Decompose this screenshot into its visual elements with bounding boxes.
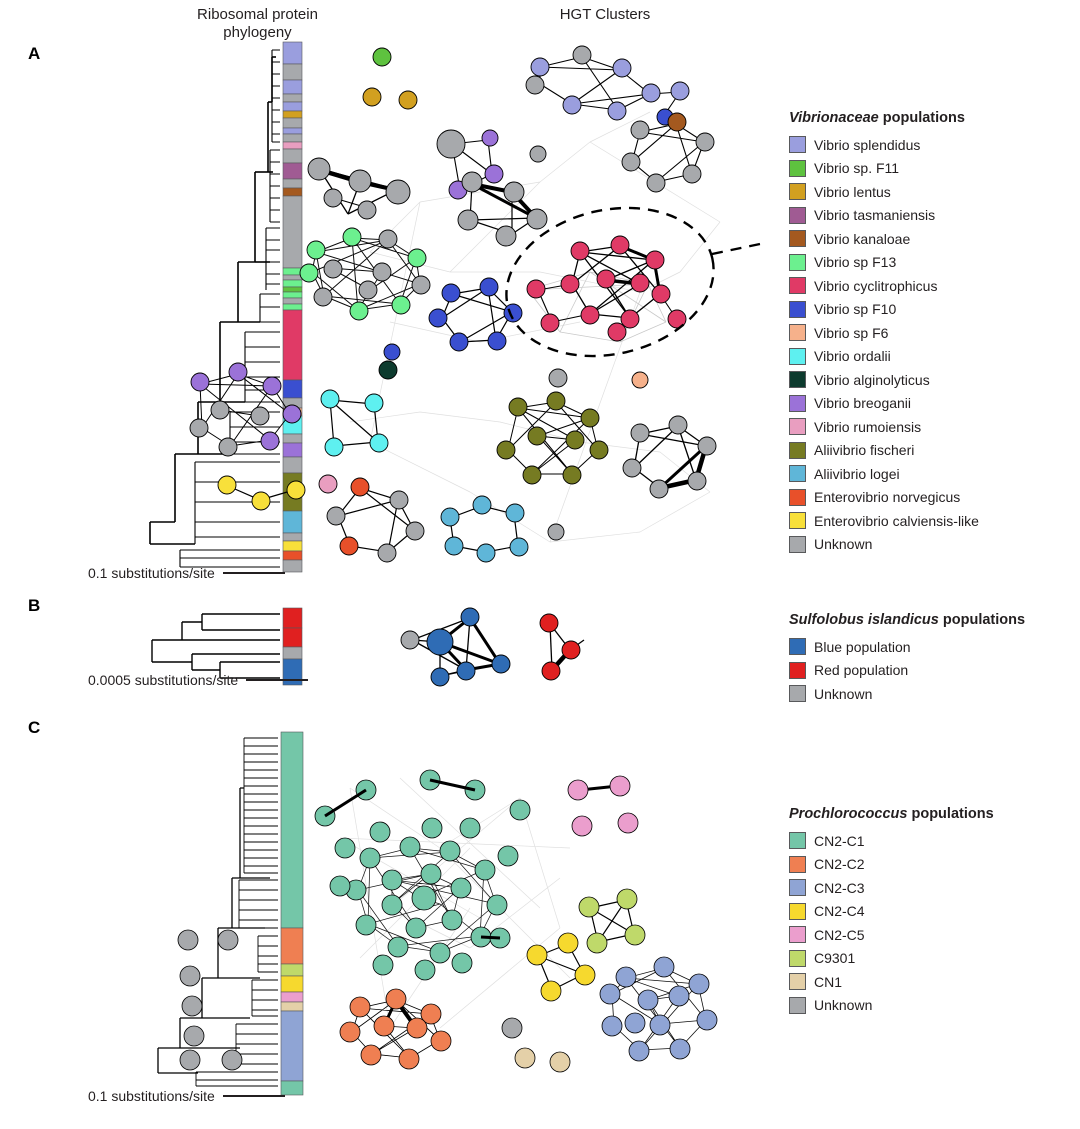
legend-swatch (789, 536, 806, 553)
legend-vibrionaceae-items (789, 133, 979, 556)
legend-item (789, 157, 979, 181)
legend-vibrionaceae-title-rest: populations (878, 110, 965, 126)
legend-swatch (789, 832, 806, 849)
legend-sulfolobus-items (789, 635, 1025, 706)
legend-swatch (789, 489, 806, 506)
legend-vibrionaceae (789, 110, 979, 556)
legend-sulfolobus-title (789, 612, 1025, 628)
legend-item (789, 392, 979, 416)
legend-item-label: Vibrio sp F13 (814, 254, 897, 271)
legend-swatch (789, 465, 806, 482)
legend-item (789, 298, 979, 322)
legend-item (789, 682, 1025, 706)
legend-item-label: Blue population (814, 638, 911, 655)
panel-a-phylogeny-tree (150, 50, 280, 567)
panel-c-scale-label: 0.1 substitutions/site (88, 1088, 215, 1104)
legend-item-label: Vibrio rumoiensis (814, 418, 922, 435)
panel-a-scale-bar (223, 572, 285, 574)
legend-item (789, 274, 979, 298)
legend-swatch (789, 230, 806, 247)
legend-swatch (789, 662, 806, 679)
legend-swatch (789, 442, 806, 459)
panel-b-scale-bar (246, 679, 308, 681)
panel-a-scale-label: 0.1 substitutions/site (88, 565, 215, 581)
legend-sulfolobus (789, 612, 1025, 706)
legend-item (789, 368, 979, 392)
legend-item-label: CN2-C4 (814, 903, 865, 920)
legend-swatch (789, 277, 806, 294)
legend-item-label: Enterovibrio calviensis-like (814, 512, 979, 529)
panel-c-scale-bar (223, 1095, 285, 1097)
legend-swatch (789, 903, 806, 920)
panel-b-phylogeny-tree (152, 614, 280, 678)
legend-item (789, 180, 979, 204)
legend-prochlorococcus-title-genus: Prochlorococcus (789, 806, 908, 822)
legend-prochlorococcus-title (789, 806, 994, 822)
legend-swatch (789, 136, 806, 153)
legend-item (789, 227, 979, 251)
legend-swatch (789, 512, 806, 529)
legend-item-label: CN1 (814, 973, 843, 990)
legend-swatch (789, 371, 806, 388)
legend-swatch (789, 973, 806, 990)
legend-prochlorococcus (789, 806, 994, 1017)
legend-item-label: Vibrio alginolyticus (814, 371, 930, 388)
legend-item-label: Unknown (814, 997, 873, 1014)
panel-a-graphic (120, 22, 780, 582)
legend-item-label: Vibrio sp. F11 (814, 160, 900, 177)
legend-swatch (789, 254, 806, 271)
panel-c-hgt-clusters (178, 770, 717, 1072)
legend-item (789, 251, 979, 275)
panel-b-hgt-clusters (401, 608, 584, 686)
legend-swatch (789, 685, 806, 702)
panel-a-hgt-clusters (190, 46, 760, 562)
legend-item (789, 415, 979, 439)
legend-item (789, 345, 979, 369)
legend-item-label: CN2-C2 (814, 856, 865, 873)
legend-swatch (789, 395, 806, 412)
panel-a-scale (88, 565, 285, 581)
panel-c-scale (88, 1088, 285, 1104)
legend-item (789, 133, 979, 157)
legend-item (789, 876, 994, 900)
legend-swatch (789, 879, 806, 896)
legend-item-label: Vibrio sp F6 (814, 324, 889, 341)
legend-prochlorococcus-items (789, 829, 994, 1017)
legend-item-label: Vibrio cyclitrophicus (814, 277, 938, 294)
legend-item (789, 204, 979, 228)
legend-swatch (789, 160, 806, 177)
legend-item (789, 853, 994, 877)
legend-swatch (789, 207, 806, 224)
legend-swatch (789, 324, 806, 341)
legend-item (789, 509, 979, 533)
legend-swatch (789, 926, 806, 943)
panel-b-scale-label: 0.0005 substitutions/site (88, 672, 239, 688)
panel-c-graphic (140, 728, 780, 1098)
legend-swatch (789, 638, 806, 655)
legend-item (789, 900, 994, 924)
legend-item-label: Vibrio kanaloae (814, 230, 911, 247)
legend-item (789, 947, 994, 971)
legend-item-label: Enterovibrio norvegicus (814, 489, 961, 506)
legend-swatch (789, 301, 806, 318)
legend-swatch (789, 183, 806, 200)
legend-item (789, 439, 979, 463)
legend-item-label: Aliivibrio fischeri (814, 442, 915, 459)
legend-item (789, 486, 979, 510)
legend-item-label: Aliivibrio logei (814, 465, 900, 482)
legend-item-label: Vibrio lentus (814, 183, 891, 200)
legend-item (789, 829, 994, 853)
legend-sulfolobus-title-rest: populations (938, 612, 1026, 628)
legend-item-label: CN2-C5 (814, 926, 865, 943)
legend-swatch (789, 997, 806, 1014)
legend-item (789, 635, 1025, 659)
legend-item (789, 970, 994, 994)
clusters-column-title: HGT Clusters (559, 6, 651, 23)
legend-item (789, 321, 979, 345)
legend-item-label: Vibrio tasmaniensis (814, 207, 936, 224)
legend-item (789, 462, 979, 486)
legend-swatch (789, 856, 806, 873)
legend-item (789, 923, 994, 947)
legend-item (789, 659, 1025, 683)
legend-sulfolobus-title-species: Sulfolobus islandicus (789, 612, 939, 628)
legend-vibrionaceae-title-genus: Vibrionaceae (789, 110, 879, 126)
legend-item-label: Vibrio breoganii (814, 395, 912, 412)
legend-item-label: Vibrio sp F10 (814, 301, 897, 318)
phylogeny-column-title-line1: Ribosomal protein (197, 6, 318, 23)
legend-item-label: Unknown (814, 685, 873, 702)
legend-swatch (789, 418, 806, 435)
legend-item-label: CN2-C3 (814, 879, 865, 896)
legend-swatch (789, 348, 806, 365)
panel-b-scale (88, 672, 308, 688)
legend-item-label: Unknown (814, 536, 873, 553)
legend-item-label: Red population (814, 662, 909, 679)
panel-letter-a: A (28, 44, 41, 63)
panel-letter-b: B (28, 596, 41, 615)
legend-item (789, 994, 994, 1018)
legend-item (789, 533, 979, 557)
legend-prochlorococcus-title-rest: populations (907, 806, 994, 822)
legend-item-label: C9301 (814, 950, 856, 967)
phylogeny-column-title-line2: phylogeny (223, 24, 292, 42)
legend-vibrionaceae-title (789, 110, 979, 126)
legend-item-label: Vibrio ordalii (814, 348, 891, 365)
legend-item-label: Vibrio splendidus (814, 136, 921, 153)
panel-letter-c: C (28, 718, 41, 737)
panel-c-phylogeny-tree (158, 738, 278, 1086)
panel-c-population-color-strip (281, 732, 303, 1095)
legend-swatch (789, 950, 806, 967)
legend-item-label: CN2-C1 (814, 832, 865, 849)
